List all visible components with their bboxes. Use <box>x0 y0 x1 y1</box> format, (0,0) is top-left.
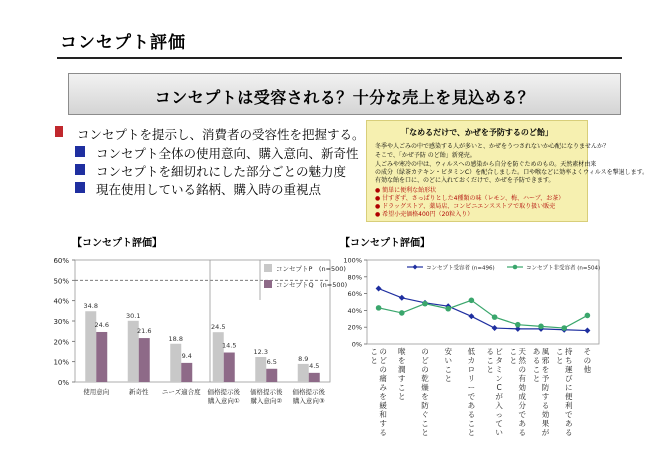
x-tick-label: 使用意向 <box>83 388 110 396</box>
y-tick-label: 0% <box>57 379 69 387</box>
concept-card-line: ● ドラッグストア、薬局店、コンビニエンスストアで取り扱い販売 <box>375 203 556 210</box>
y-tick-label: 40% <box>53 297 69 306</box>
x-tick-label: 購入意向② <box>250 397 283 405</box>
legend-label: コンセプトQ (n=500) <box>276 281 348 289</box>
bar <box>96 332 107 382</box>
bullet-sub-text: 現在使用している銘柄、購入時の重視点 <box>96 182 322 197</box>
data-point <box>376 286 382 292</box>
data-point <box>445 306 451 312</box>
legend-label: コンセプト受容者 (n=496) <box>426 265 495 272</box>
x-tick-label: 購入意向① <box>207 397 240 405</box>
blue-square-bullet-icon <box>75 182 85 193</box>
y-tick-label: 80% <box>347 273 362 282</box>
x-tick-label: こと <box>370 347 378 365</box>
x-tick-label: 低カロリーであること <box>467 347 476 437</box>
data-label: 4.5 <box>309 361 320 370</box>
data-point <box>492 325 498 331</box>
concept-card-line: の成分（緑茶カテキン・ビタミンC）を配合しました。口や喉などに効率よくウィルスを撃退します。 <box>375 169 648 176</box>
x-tick-label: 風邪を予防する効果が <box>541 347 550 437</box>
data-point <box>585 313 591 319</box>
data-point <box>468 313 474 319</box>
legend-swatch <box>264 280 272 288</box>
question-banner <box>68 73 621 115</box>
y-tick-label: 50% <box>53 277 69 286</box>
x-tick-label: 天然の有効成分である <box>518 347 527 437</box>
data-label: 18.8 <box>168 334 183 343</box>
x-tick-label: その他 <box>583 347 592 374</box>
y-tick-label: 40% <box>347 306 362 315</box>
bar <box>266 369 277 382</box>
bar <box>255 357 266 382</box>
bullet-sub-text: コンセプト全体の使用意向、購入意向、新奇性 <box>96 146 359 161</box>
y-tick-label: 0% <box>351 340 362 349</box>
x-tick-label: 新奇性 <box>129 388 149 396</box>
x-tick-label: あること <box>532 347 541 383</box>
x-tick-label: こと <box>555 347 564 365</box>
left-chart-title: 【コンセプト評価】 <box>72 238 162 249</box>
x-tick-label: ること <box>486 347 494 374</box>
legend-label: コンセプト非受容者 (n=504) <box>526 265 601 272</box>
x-tick-label: こと <box>509 347 518 365</box>
y-tick-label: 20% <box>347 323 362 332</box>
data-label: 34.8 <box>83 302 98 311</box>
y-tick-label: 20% <box>53 338 69 347</box>
x-tick-label: のどの乾燥を防ぐこと <box>421 347 429 437</box>
data-point <box>399 310 405 316</box>
data-point <box>399 295 405 301</box>
bullet-sub-text: コンセプトを細切れにした部分ごとの魅力度 <box>96 164 347 179</box>
x-tick-label: 安いこと <box>444 347 452 383</box>
data-point <box>584 328 590 334</box>
blue-square-bullet-icon <box>75 146 85 157</box>
right-chart-title: 【コンセプト評価】 <box>340 238 430 249</box>
y-tick-label: 10% <box>53 358 69 367</box>
concept-card-line: ● 希望小売価格400円（20粒入り） <box>375 211 474 218</box>
x-tick-label: 持ち運びに便利である <box>564 347 573 437</box>
data-point <box>515 322 521 328</box>
x-tick-label: 価格提示後 <box>292 388 325 396</box>
bar <box>170 344 181 382</box>
x-tick-label: 喉を潤すこと <box>398 347 406 401</box>
bar <box>298 364 309 382</box>
bullet-main-text: コンセプトを提示し、消費者の受容性を把握する。 <box>77 127 365 142</box>
x-tick-label: ニーズ適合度 <box>161 388 201 396</box>
concept-card-line: 有効な飴を口に、のどに入れておくだけで、かぜを予防できます。 <box>375 177 555 184</box>
data-label: 24.6 <box>94 320 109 329</box>
legend-label: コンセプトP (n=500) <box>276 265 346 273</box>
bar-chart <box>40 248 348 453</box>
data-label: 21.6 <box>137 327 152 336</box>
concept-card-line: 冬季や人ごみの中で感染する人が多いと、かぜをうつされないか心配になりませんか？ <box>375 143 610 150</box>
data-point <box>538 324 544 330</box>
legend-swatch <box>264 264 272 272</box>
data-label: 30.1 <box>126 311 141 320</box>
concept-card-line: 人ごみや寒冷の中は、ウィルスへの感染から自分を防ぐためのもの。天然素材由来 <box>375 161 597 168</box>
y-tick-label: 30% <box>53 318 69 326</box>
data-point <box>422 301 428 307</box>
x-tick-label: のどの痛みを緩和する <box>379 347 387 437</box>
bar <box>213 332 224 382</box>
data-label: 12.3 <box>253 347 268 356</box>
y-tick-label: 60% <box>347 290 362 299</box>
bar <box>139 338 150 382</box>
data-label: 6.5 <box>266 357 277 366</box>
banner-text: コンセプトは受容される？十分な売上を見込める？ <box>154 88 535 107</box>
x-tick-label: 価格提示後 <box>250 388 283 396</box>
data-point <box>469 298 475 304</box>
concept-card-line: ● 簡単に便利な飴形状 <box>375 187 437 194</box>
data-label: 24.5 <box>211 323 226 332</box>
data-point <box>561 325 567 331</box>
y-tick-label: 100% <box>343 256 362 265</box>
data-point <box>376 305 382 311</box>
legend-marker <box>513 265 518 270</box>
bar <box>224 353 235 382</box>
page-title: コンセプト評価 <box>60 33 186 53</box>
line-chart <box>345 251 615 451</box>
concept-card-line: ● 甘すぎず、さっぱりとした4種類の味（レモン、梅、ハーブ、お茶） <box>375 195 565 202</box>
concept-card-title: 「なめるだけで、かぜを予防するのど飴」 <box>401 128 553 137</box>
data-label: 14.5 <box>222 341 237 350</box>
x-tick-label: 購入意向③ <box>292 397 325 405</box>
red-square-bullet-icon <box>55 126 63 137</box>
bar <box>309 373 320 382</box>
title-rule <box>57 57 622 59</box>
blue-square-bullet-icon <box>75 164 85 175</box>
x-tick-label: 価格提示後 <box>207 388 240 396</box>
data-point <box>492 314 498 320</box>
x-tick-label: ビタミン C が入ってい <box>495 347 503 437</box>
legend-marker <box>413 265 418 270</box>
series-line <box>379 300 588 328</box>
concept-card <box>366 120 648 222</box>
plot-frame <box>75 260 330 382</box>
concept-card-line: そこで、「かぜ予防 のど飴」新発売。 <box>375 152 476 159</box>
y-tick-label: 60% <box>53 257 69 265</box>
data-label: 8.9 <box>298 354 309 363</box>
data-label: 9.4 <box>181 351 192 360</box>
bar <box>181 363 192 382</box>
